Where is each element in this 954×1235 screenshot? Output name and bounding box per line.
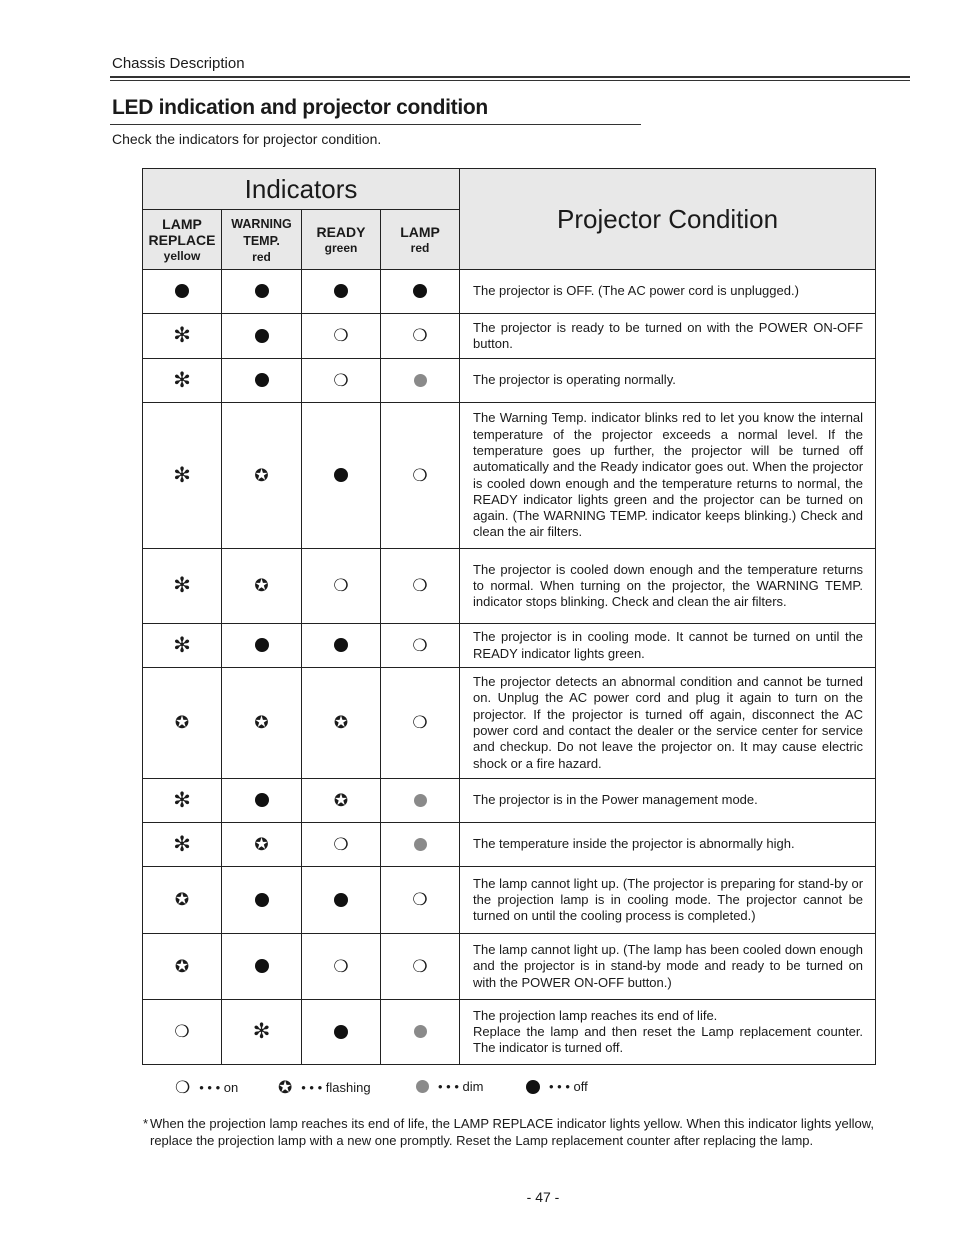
legend-dim xyxy=(416,1079,483,1094)
flashing-icon: ✪ xyxy=(254,465,269,485)
dim-icon xyxy=(414,1025,427,1038)
indicator-cell xyxy=(222,823,302,867)
dim-icon xyxy=(414,838,427,851)
table-row xyxy=(143,624,876,668)
indicator-cell xyxy=(302,823,381,867)
indicator-cell xyxy=(143,403,222,549)
on-icon: ❍ xyxy=(412,635,428,655)
intro-text: Check the indicators for projector condition. xyxy=(112,131,382,147)
footnote-mark: * xyxy=(143,1116,149,1131)
column-header-3 xyxy=(381,210,460,270)
legend-dim-label: • • • dim xyxy=(438,1079,484,1094)
footnote xyxy=(143,1116,874,1149)
flashing-icon: ✪ xyxy=(254,713,269,733)
indicators-header: Indicators xyxy=(143,169,460,210)
column-label-line1: LAMP xyxy=(162,215,202,232)
title-underline xyxy=(110,124,641,125)
indicator-cell xyxy=(143,823,222,867)
table-row xyxy=(143,668,876,779)
column-header-0 xyxy=(143,210,222,270)
indicator-cell xyxy=(381,314,460,359)
flashing-icon: ✪ xyxy=(254,834,269,854)
condition-text: The projector is in the Power management mode. xyxy=(460,779,876,823)
section-label: Chassis Description xyxy=(112,55,245,72)
column-color: yellow xyxy=(163,248,201,263)
indicator-cell xyxy=(381,549,460,624)
flashing-icon: ✪ xyxy=(333,790,349,810)
indicator-cell xyxy=(302,934,381,1000)
legend-off xyxy=(526,1079,588,1094)
table-row xyxy=(143,270,876,314)
flashing-icon: ✪ xyxy=(278,1078,293,1097)
header-rule xyxy=(110,76,910,78)
flashing-icon: ✪ xyxy=(174,890,190,910)
asterisk-icon: ✻ xyxy=(252,1020,271,1044)
indicator-cell xyxy=(143,668,222,779)
condition-text: The Warning Temp. indicator blinks red to let you know the internal temperature of the projector exceeds a normal level. If the temperature goes up further, the projector will be turned off automatically and the Ready indicator goes out. When the projector is cooled down enough and the temperature returns to normal, the READY indicator lights green and the projector can be turned on again. (The WARNING TEMP. indicator keeps blinking.) Check and clean the air filters. xyxy=(460,403,876,549)
indicator-cell xyxy=(381,359,460,403)
off-icon xyxy=(255,329,269,343)
dim-icon xyxy=(416,1080,429,1093)
off-icon xyxy=(255,373,269,387)
indicator-cell xyxy=(143,779,222,823)
indicator-cell xyxy=(381,779,460,823)
column-label-line1: WARNING xyxy=(231,216,292,231)
off-icon xyxy=(334,468,348,482)
asterisk-icon: ✻ xyxy=(173,324,191,348)
indicator-cell xyxy=(222,549,302,624)
off-icon xyxy=(526,1080,540,1094)
indicator-cell xyxy=(143,549,222,624)
projector-condition-header: Projector Condition xyxy=(460,169,876,270)
on-icon: ❍ xyxy=(333,576,349,596)
off-icon xyxy=(334,1025,348,1039)
indicator-cell xyxy=(302,403,381,549)
indicator-cell xyxy=(143,270,222,314)
legend-on-label: • • • on xyxy=(199,1080,239,1095)
flashing-icon: ✪ xyxy=(174,713,190,733)
column-header-2 xyxy=(302,210,381,270)
asterisk-icon: ✻ xyxy=(173,368,191,392)
indicator-cell xyxy=(222,314,302,359)
table-row xyxy=(143,779,876,823)
asterisk-icon: ✻ xyxy=(173,463,191,487)
indicator-cell xyxy=(143,359,222,403)
indicator-cell xyxy=(222,668,302,779)
off-icon xyxy=(175,284,189,298)
condition-text: The projector is operating normally. xyxy=(460,359,876,403)
indicator-cell xyxy=(222,867,302,934)
indicator-cell xyxy=(143,314,222,359)
dim-icon xyxy=(414,374,427,387)
legend-flashing-label: • • • flashing xyxy=(301,1080,371,1095)
off-icon xyxy=(255,893,269,907)
indicator-cell xyxy=(222,934,302,1000)
off-icon xyxy=(334,893,348,907)
condition-text: The projector is in cooling mode. It cannot be turned on until the READY indicator lights green. xyxy=(460,624,876,668)
off-icon xyxy=(255,284,269,298)
indicator-cell xyxy=(381,668,460,779)
column-color: red xyxy=(410,240,430,255)
condition-text: The projector is ready to be turned on with the POWER ON-OFF button. xyxy=(460,314,876,359)
table-row xyxy=(143,823,876,867)
indicator-cell xyxy=(302,668,381,779)
on-icon: ❍ xyxy=(333,326,349,346)
indicator-cell xyxy=(222,624,302,668)
indicator-cell xyxy=(381,934,460,1000)
table-row xyxy=(143,867,876,934)
indicator-cell xyxy=(143,624,222,668)
flashing-icon: ✪ xyxy=(174,956,190,976)
indicator-cell xyxy=(302,549,381,624)
table-row xyxy=(143,359,876,403)
table-row xyxy=(143,403,876,549)
indicator-cell xyxy=(222,1000,302,1065)
table-row xyxy=(143,549,876,624)
indicator-cell xyxy=(222,270,302,314)
on-icon: ❍ xyxy=(412,713,428,733)
legend-on xyxy=(175,1079,238,1096)
flashing-icon: ✪ xyxy=(254,576,269,596)
indicator-cell xyxy=(143,1000,222,1065)
condition-text: The lamp cannot light up. (The lamp has been cooled down enough and the projector is in stand-by mode and ready to be turned on with the POWER ON-OFF button.) xyxy=(460,934,876,1000)
indicator-cell xyxy=(222,359,302,403)
off-icon xyxy=(334,284,348,298)
symbol-legend xyxy=(0,1079,954,1099)
on-icon: ❍ xyxy=(333,956,349,976)
asterisk-icon: ✻ xyxy=(173,788,191,812)
indicator-cell xyxy=(222,779,302,823)
column-label-line1: READY xyxy=(316,223,366,240)
indicator-cell xyxy=(381,823,460,867)
column-label-line1: LAMP xyxy=(400,223,440,240)
column-color: green xyxy=(324,240,358,255)
flashing-icon: ✪ xyxy=(333,713,349,733)
condition-text: The projector is OFF. (The AC power cord is unplugged.) xyxy=(460,270,876,314)
table-row xyxy=(143,1000,876,1065)
dim-icon xyxy=(414,794,427,807)
asterisk-icon: ✻ xyxy=(173,832,191,856)
indicator-cell xyxy=(381,1000,460,1065)
indicator-cell xyxy=(302,867,381,934)
on-icon: ❍ xyxy=(175,1078,191,1097)
header-rule-thin xyxy=(110,80,910,81)
indicator-cell xyxy=(381,867,460,934)
indicator-cell xyxy=(302,314,381,359)
column-color: red xyxy=(252,249,271,264)
condition-text: The lamp cannot light up. (The projector is preparing for stand-by or the projection lamp is in cooling mode. The projector cannot be turned on until the cooling process is completed.) xyxy=(460,867,876,934)
indicator-cell xyxy=(302,359,381,403)
off-icon xyxy=(413,284,427,298)
column-label-line2: REPLACE xyxy=(148,231,216,248)
condition-text: The projector detects an abnormal condition and cannot be turned on. Unplug the AC power cord and plug it again to turn on the projector. If the projector is turned off again, disconnect the AC power cord and contact the dealer or the service center for service and checkup. Do not leave the projector on. It may cause electric shock or a fire hazard. xyxy=(460,668,876,779)
column-header-1 xyxy=(222,210,302,270)
off-icon xyxy=(334,638,348,652)
indicator-cell xyxy=(143,867,222,934)
condition-text: The projection lamp reaches its end of life. Replace the lamp and then reset the Lamp replacement counter. The indicator is turned off. xyxy=(460,1000,876,1065)
asterisk-icon: ✻ xyxy=(173,633,191,657)
on-icon: ❍ xyxy=(412,576,428,596)
off-icon xyxy=(255,959,269,973)
indicator-cell xyxy=(302,624,381,668)
on-icon: ❍ xyxy=(333,834,349,854)
on-icon: ❍ xyxy=(412,465,428,485)
indicator-cell xyxy=(222,403,302,549)
indicator-cell xyxy=(381,624,460,668)
legend-flashing xyxy=(278,1079,371,1096)
footnote-text: When the projection lamp reaches its end of life, the LAMP REPLACE indicator lights yellow. When this indicator lights yellow, replace the projection lamp with a new one promptly. Reset the Lamp replacement counter after replacing the lamp. xyxy=(150,1116,874,1148)
asterisk-icon: ✻ xyxy=(173,574,191,598)
off-icon xyxy=(255,793,269,807)
indicator-cell xyxy=(381,403,460,549)
table-row xyxy=(143,314,876,359)
indicator-cell xyxy=(302,779,381,823)
indicator-cell xyxy=(381,270,460,314)
page-number: - 47 - xyxy=(526,1189,560,1205)
on-icon: ❍ xyxy=(174,1022,190,1042)
page-title: LED indication and projector condition xyxy=(112,96,488,119)
led-indicator-table xyxy=(142,168,876,1065)
legend-off-label: • • • off xyxy=(549,1079,588,1094)
column-label-line2: TEMP. xyxy=(243,233,280,248)
indicator-cell xyxy=(302,270,381,314)
on-icon: ❍ xyxy=(412,326,428,346)
condition-text: The temperature inside the projector is abnormally high. xyxy=(460,823,876,867)
off-icon xyxy=(255,638,269,652)
condition-text: The projector is cooled down enough and the temperature returns to normal. When turning on the projector, the WARNING TEMP. indicator stops blinking. Check and clean the air filters. xyxy=(460,549,876,624)
indicator-cell xyxy=(143,934,222,1000)
on-icon: ❍ xyxy=(412,956,428,976)
indicator-cell xyxy=(302,1000,381,1065)
table-row xyxy=(143,934,876,1000)
on-icon: ❍ xyxy=(333,370,349,390)
on-icon: ❍ xyxy=(412,890,428,910)
